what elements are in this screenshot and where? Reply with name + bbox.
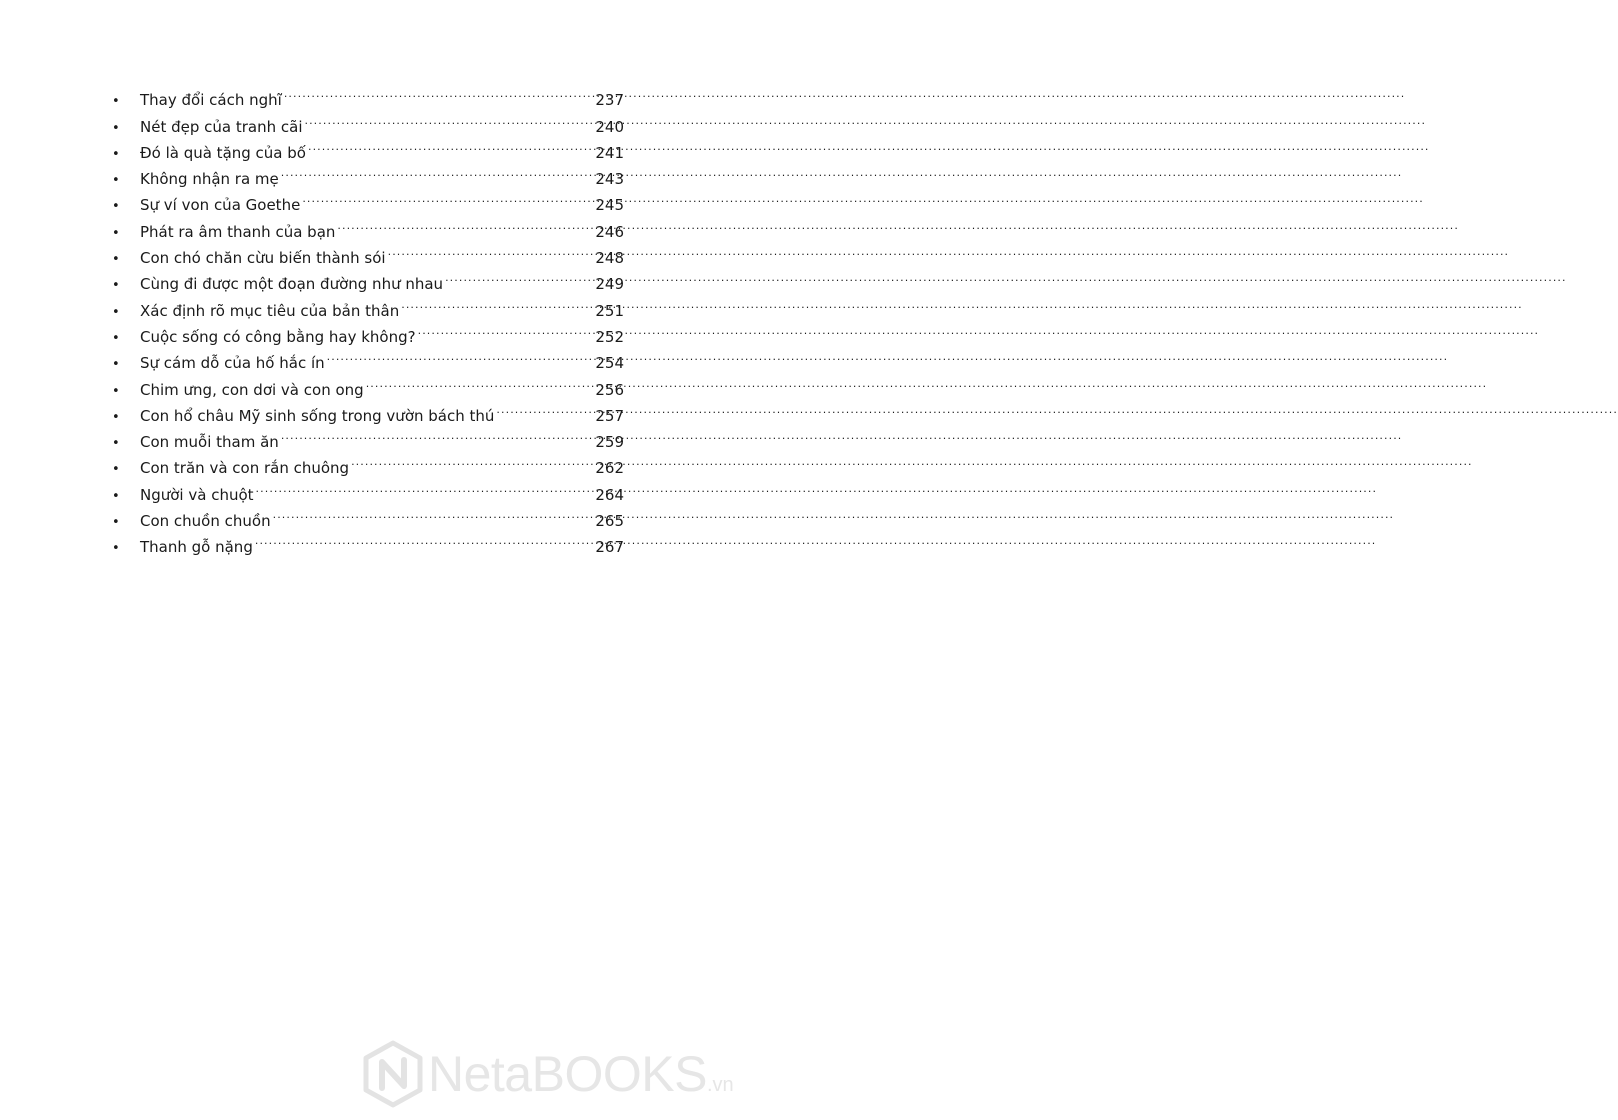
toc-entry-page-number: 245 (595, 196, 624, 215)
dot-leader (273, 500, 594, 526)
toc-entry-page-number: 252 (595, 327, 624, 346)
toc-entry-title: Con chuồn chuồn (140, 512, 271, 531)
toc-entry-page-number: 248 (595, 249, 624, 268)
toc-entry-title: Sự cám dỗ của hố hắc ín (140, 354, 325, 373)
bullet-icon: • (112, 225, 120, 241)
toc-entry-title: Cuộc sống có công bằng hay không? (140, 327, 416, 346)
bullet-icon: • (112, 383, 120, 399)
toc-entry-page-number: 264 (595, 485, 624, 504)
dot-leader (401, 289, 593, 315)
bullet-icon: • (112, 278, 120, 294)
toc-entry-title: Thanh gỗ nặng (140, 538, 253, 557)
toc-entry-page-number: 240 (595, 117, 624, 136)
toc-entry-title: Chim ưng, con dơi và con ong (140, 380, 364, 399)
toc-entry-page-number: 265 (595, 512, 624, 531)
dot-leader (351, 447, 593, 473)
bullet-icon: • (112, 94, 120, 110)
toc-entry-title: Con chó chăn cừu biến thành sói (140, 249, 386, 268)
dot-leader (255, 526, 594, 552)
bullet-icon: • (112, 330, 120, 346)
toc-entry-title: Không nhận ra mẹ (140, 170, 279, 189)
watermark-text: NetaBOOKS.vn (428, 1046, 734, 1102)
toc-entry-title: Xác định rõ mục tiêu của bản thân (140, 301, 400, 320)
netabooks-watermark (362, 1040, 734, 1108)
toc-entry-title: Con muỗi tham ăn (140, 433, 279, 452)
bullet-icon: • (112, 146, 120, 162)
netabooks-logo-icon (362, 1040, 424, 1108)
dot-leader (327, 342, 594, 368)
toc-entry-page-number: 246 (595, 222, 624, 241)
bullet-icon: • (112, 120, 120, 136)
toc-entry-title: Người và chuột (140, 485, 254, 504)
toc-entry-title: Con trăn và con rắn chuông (140, 459, 350, 478)
bullet-icon: • (112, 541, 120, 557)
bullet-icon: • (112, 462, 120, 478)
dot-leader (256, 473, 594, 499)
toc-entry-title: Cùng đi được một đoạn đường như nhau (140, 275, 444, 294)
dot-leader (308, 132, 593, 158)
toc-entry-page-number: 257 (595, 406, 624, 425)
dot-leader (337, 210, 593, 236)
dot-leader (304, 105, 593, 131)
dot-leader (284, 79, 594, 105)
toc-entry-page-number: 243 (595, 170, 624, 189)
toc-entry-title: Con hổ châu Mỹ sinh sống trong vườn bách thú (140, 406, 495, 425)
dot-leader (445, 263, 593, 289)
toc-entry-page-number: 267 (595, 538, 624, 557)
bullet-icon: • (112, 357, 120, 373)
toc-entry-page-number: 256 (595, 380, 624, 399)
toc-entry-title: Thay đổi cách nghĩ (140, 91, 282, 110)
bullet-icon: • (112, 409, 120, 425)
toc-entry-page-number: 259 (595, 433, 624, 452)
toc-entry-page-number: 241 (595, 143, 624, 162)
toc-entry-title: Phát ra âm thanh của bạn (140, 222, 336, 241)
toc-entry[interactable] (108, 79, 624, 110)
bullet-icon: • (112, 488, 120, 504)
bullet-icon: • (112, 173, 120, 189)
table-of-contents (108, 79, 624, 557)
toc-entry-page-number: 251 (595, 301, 624, 320)
toc-entry-title: Đó là quà tặng của bố (140, 143, 306, 162)
dot-leader (388, 237, 594, 263)
dot-leader (418, 316, 594, 342)
toc-entry-page-number: 249 (595, 275, 624, 294)
toc-entry-page-number: 262 (595, 459, 624, 478)
dot-leader (281, 421, 594, 447)
dot-leader (281, 158, 594, 184)
bullet-icon: • (112, 436, 120, 452)
dot-leader (366, 368, 594, 394)
bullet-icon: • (112, 515, 120, 531)
toc-entry-title: Nét đẹp của tranh cãi (140, 117, 303, 136)
bullet-icon: • (112, 252, 120, 268)
toc-entry-page-number: 237 (595, 91, 624, 110)
dot-leader (496, 395, 593, 421)
dot-leader (302, 184, 593, 210)
toc-entry-title: Sự ví von của Goethe (140, 196, 301, 215)
bullet-icon: • (112, 304, 120, 320)
toc-entry-page-number: 254 (595, 354, 624, 373)
bullet-icon: • (112, 199, 120, 215)
